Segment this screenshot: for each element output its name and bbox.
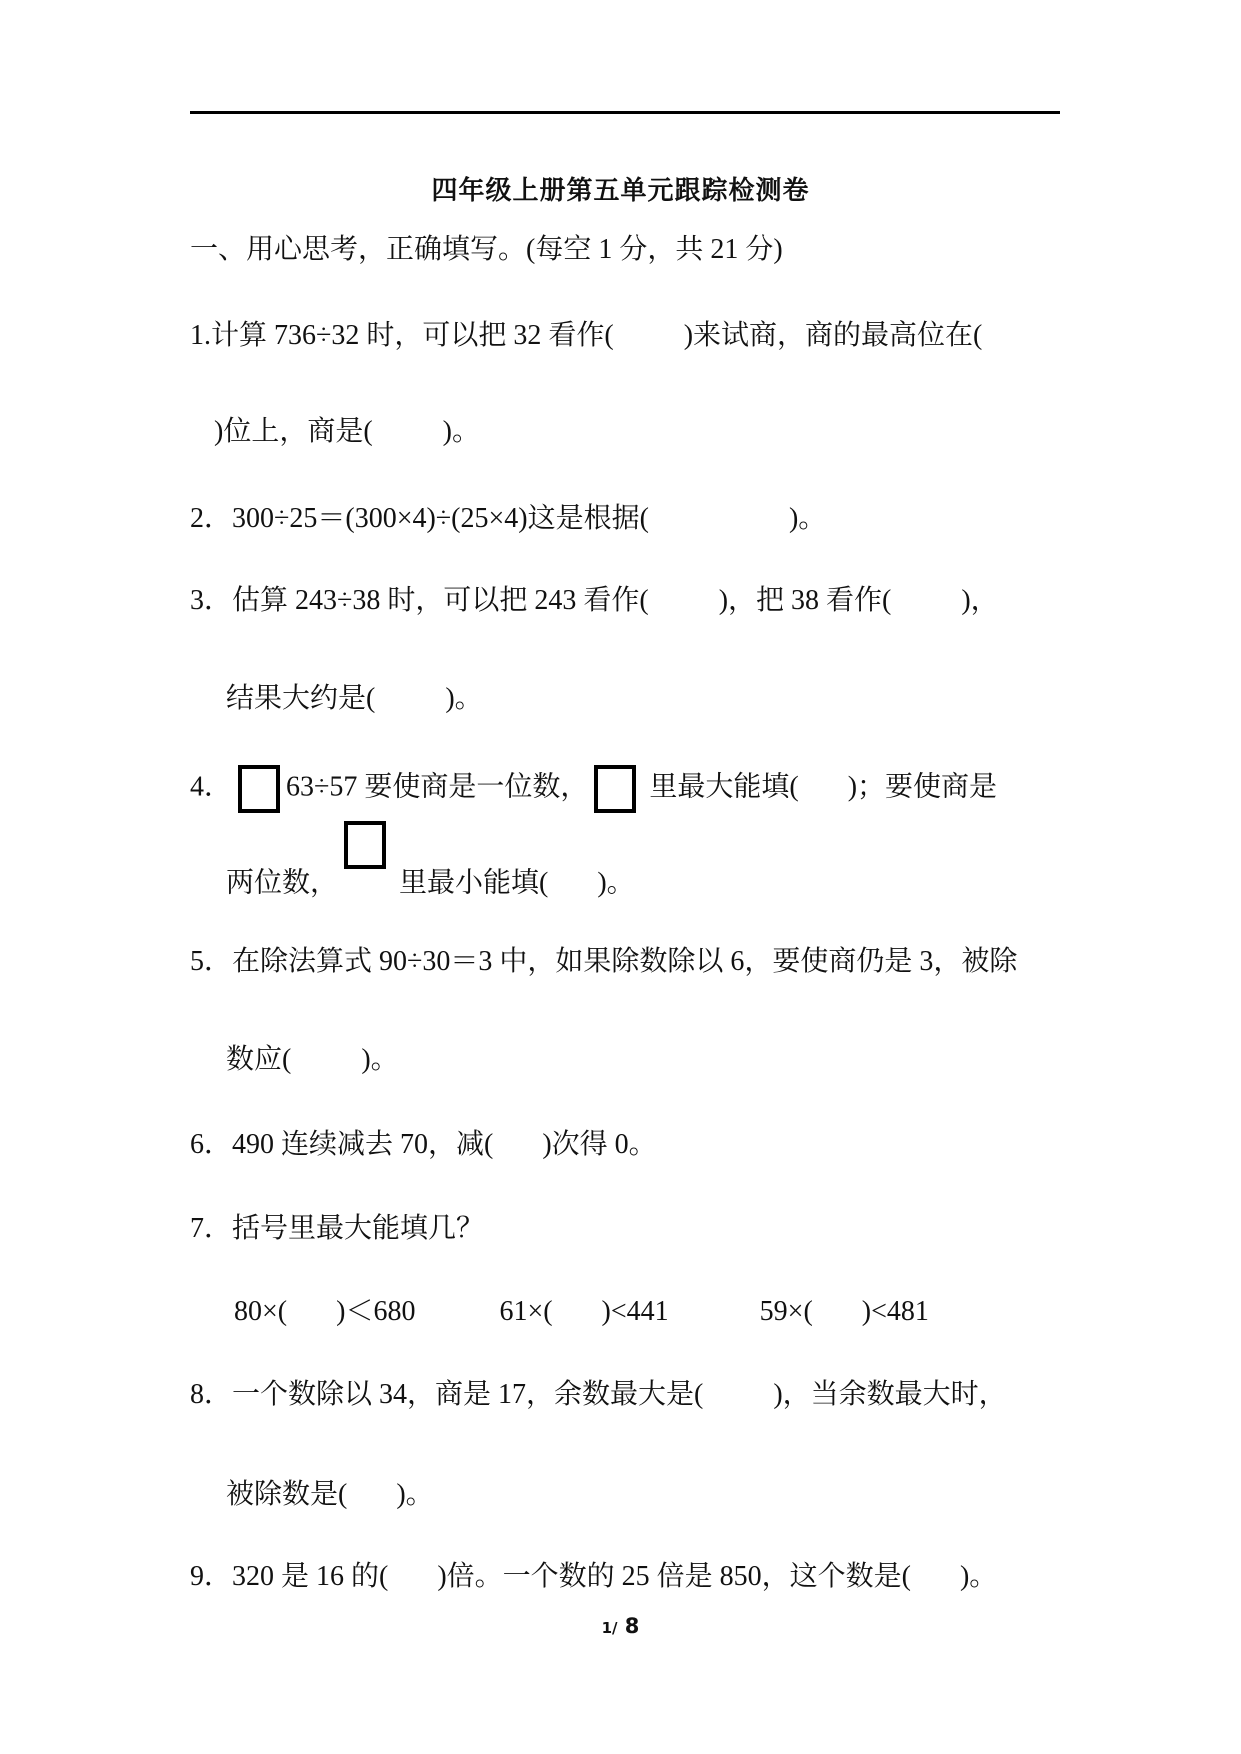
- q4-number: 4．: [190, 771, 233, 803]
- page-current: 1/: [601, 1619, 618, 1637]
- q4-text-1: 63÷57 要使商是一位数，: [286, 771, 589, 803]
- question-6: 6．490 连续减去 70，减( )次得 0。: [190, 1129, 657, 1160]
- q4-text-2: 里最大能填( )；要使商是: [642, 771, 998, 803]
- question-1: 1.计算 736÷32 时，可以把 32 看作( )来试商，商的最高位在(: [190, 320, 983, 351]
- question-7-items: 80×( )＜680 61×( )<441 59×( )<481: [234, 1296, 929, 1327]
- question-2: 2．300÷25＝(300×4)÷(25×4)这是根据( )。: [190, 503, 827, 534]
- q4-text-4: 里最小能填( )。: [392, 867, 635, 899]
- question-4-cont: [226, 861, 635, 909]
- header-rule: [190, 111, 1060, 114]
- blank-box: [344, 821, 386, 869]
- question-4: [190, 765, 997, 813]
- section-heading: 一、用心思考，正确填写。(每空 1 分，共 21 分): [190, 234, 783, 265]
- question-3: 3．估算 243÷38 时，可以把 243 看作( )，把 38 看作( )，: [190, 585, 999, 616]
- question-5: 5．在除法算式 90÷30＝3 中，如果除数除以 6，要使商仍是 3，被除: [190, 946, 1018, 977]
- blank-box: [594, 765, 636, 813]
- blank-box: [238, 765, 280, 813]
- question-5-cont: 数应( )。: [226, 1044, 399, 1075]
- question-1-cont: )位上，商是( )。: [200, 416, 480, 447]
- page-total: 8: [617, 1614, 640, 1638]
- q4-text-3: 两位数，: [226, 867, 339, 899]
- question-3-cont: 结果大约是( )。: [226, 683, 483, 714]
- question-9: 9．320 是 16 的( )倍。一个数的 25 倍是 850，这个数是( )。: [190, 1561, 998, 1592]
- page-title: 四年级上册第五单元跟踪检测卷: [431, 176, 810, 206]
- question-7: 7．括号里最大能填几？: [190, 1213, 485, 1244]
- question-8: 8．一个数除以 34，商是 17，余数最大是( )，当余数最大时，: [190, 1379, 1007, 1410]
- question-8-cont: 被除数是( )。: [226, 1479, 434, 1510]
- page-number: [0, 1614, 1241, 1638]
